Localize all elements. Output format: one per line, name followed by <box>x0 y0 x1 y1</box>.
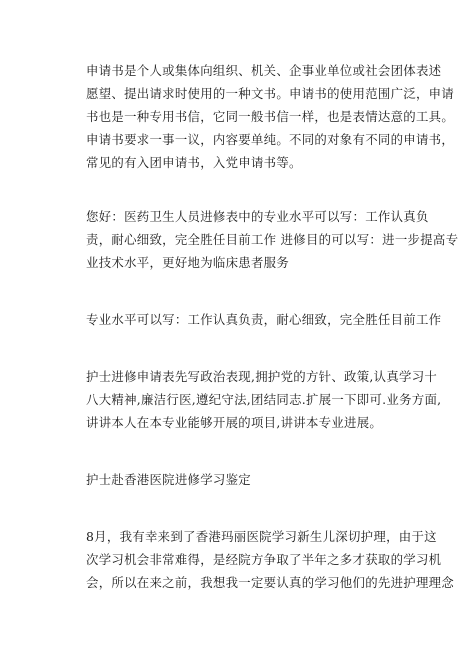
paragraph-nurse-application <box>86 365 442 434</box>
text-line: 会，所以在来之前，我想我一定要认真的学习他们的先进护理理念 <box>86 575 455 590</box>
text-line: 护士进修申请表先写政治表现,拥护党的方针、政策,认真学习十 <box>86 369 438 384</box>
text-line: 常见的有入团申请书，入党申请书等。 <box>86 155 302 170</box>
text-line: 专业水平可以写：工作认真负责，耐心细致，完全胜任目前工作 <box>86 312 442 327</box>
paragraph-professional-level-answer <box>86 205 459 274</box>
text-line: 次学习机会非常难得，是经院方争取了半年之多才获取的学习机 <box>86 552 442 567</box>
paragraph-hongkong-study <box>86 525 455 594</box>
text-line: 责，耐心细致，完全胜任目前工作 进修目的可以写：进一步提高专 <box>86 232 459 247</box>
text-line: 愿望、提出请求时使用的一种文书。申请书的使用范围广泛，申请 <box>86 86 455 101</box>
paragraph-professional-level <box>86 308 442 331</box>
text-line: 讲讲本人在本专业能够开展的项目,讲讲本专业进展。 <box>86 415 383 430</box>
text-line: 八大精神,廉洁行医,遵纪守法,团结同志.扩展一下即可.业务方面, <box>86 392 442 407</box>
text-line: 书也是一种专用书信，它同一般书信一样，也是表情达意的工具。 <box>86 109 455 124</box>
text-line: 申请书是个人或集体向组织、机关、企事业单位或社会团体表述 <box>86 63 442 78</box>
text-line: 您好：医药卫生人员进修表中的专业水平可以写：工作认真负 <box>86 209 429 224</box>
text-line: 申请书要求一事一议，内容要单纯。不同的对象有不同的申请书， <box>86 132 455 147</box>
paragraph-application-definition <box>86 59 455 174</box>
text-line: 护士赴香港医院进修学习鉴定 <box>86 472 251 487</box>
section-heading <box>86 468 404 491</box>
text-line: 8月，我有幸来到了香港玛丽医院学习新生儿深切护理，由于这 <box>86 529 437 544</box>
text-line: 业技术水平，更好地为临床患者服务 <box>86 255 290 270</box>
